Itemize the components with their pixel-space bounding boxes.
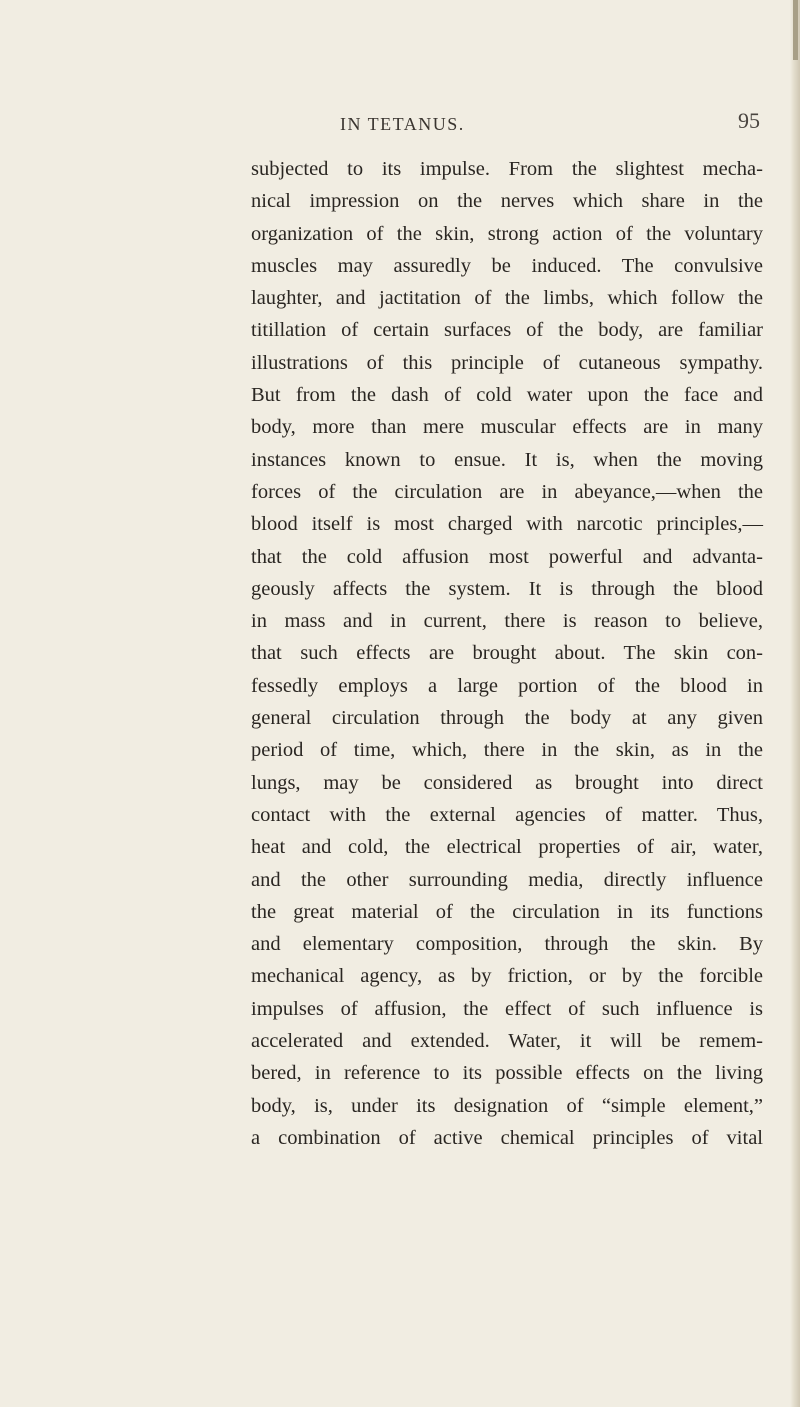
text-line: body, is, under its designation of “simple element,”: [251, 1094, 763, 1117]
text-line: and the other surrounding media, directly influence: [251, 868, 763, 891]
text-line: mechanical agency, as by friction, or by the forcible: [251, 965, 763, 988]
page-edge: [790, 0, 800, 1407]
text-line: instances known to ensue. It is, when the moving: [251, 448, 763, 471]
text-line: titillation of certain surfaces of the body, are familiar: [251, 319, 763, 342]
text-line: lungs, may be considered as brought into direct: [251, 771, 763, 794]
text-line: forces of the circulation are in abeyance,—when the: [251, 480, 763, 503]
text-line: general circulation through the body at any given: [251, 707, 763, 730]
text-line: body, more than mere muscular effects are in many: [251, 416, 763, 439]
text-line: accelerated and extended. Water, it will be remem-: [251, 1030, 763, 1053]
text-line: contact with the external agencies of matter. Thus,: [251, 803, 763, 826]
text-line: fessedly employs a large portion of the blood in: [251, 674, 763, 697]
text-line: a combination of active chemical principles of vital: [251, 1126, 763, 1149]
text-line: bered, in reference to its possible effects on the living: [251, 1062, 763, 1085]
text-line: heat and cold, the electrical properties of air, water,: [251, 836, 763, 859]
text-line: illustrations of this principle of cutaneous sympathy.: [251, 351, 763, 374]
text-line: the great material of the circulation in its functions: [251, 900, 763, 923]
text-line: period of time, which, there in the skin, as in the: [251, 739, 763, 762]
text-line: and elementary composition, through the skin. By: [251, 933, 763, 956]
running-head: IN TETANUS.: [340, 114, 465, 134]
text-line: subjected to its impulse. From the slightest mecha-: [251, 158, 763, 180]
text-line: blood itself is most charged with narcotic principles,—: [251, 513, 763, 536]
text-line: But from the dash of cold water upon the face and: [251, 384, 763, 407]
page-number: 95: [738, 108, 760, 133]
text-line: that such effects are brought about. The skin con-: [251, 642, 763, 665]
text-line: in mass and in current, there is reason to believe,: [251, 610, 763, 633]
text-line: geously affects the system. It is through the blood: [251, 577, 763, 600]
text-line: muscles may assuredly be induced. The convulsive: [251, 254, 763, 277]
text-line: impulses of affusion, the effect of such influence is: [251, 997, 763, 1020]
text-line: that the cold affusion most powerful and advanta-: [251, 545, 763, 568]
page-edge-mark: [793, 0, 798, 60]
text-line: nical impression on the nerves which share in the: [251, 190, 763, 213]
body-text: [251, 153, 763, 1154]
text-line: laughter, and jactitation of the limbs, which follow the: [251, 287, 763, 310]
text-line: organization of the skin, strong action of the voluntary: [251, 222, 763, 245]
